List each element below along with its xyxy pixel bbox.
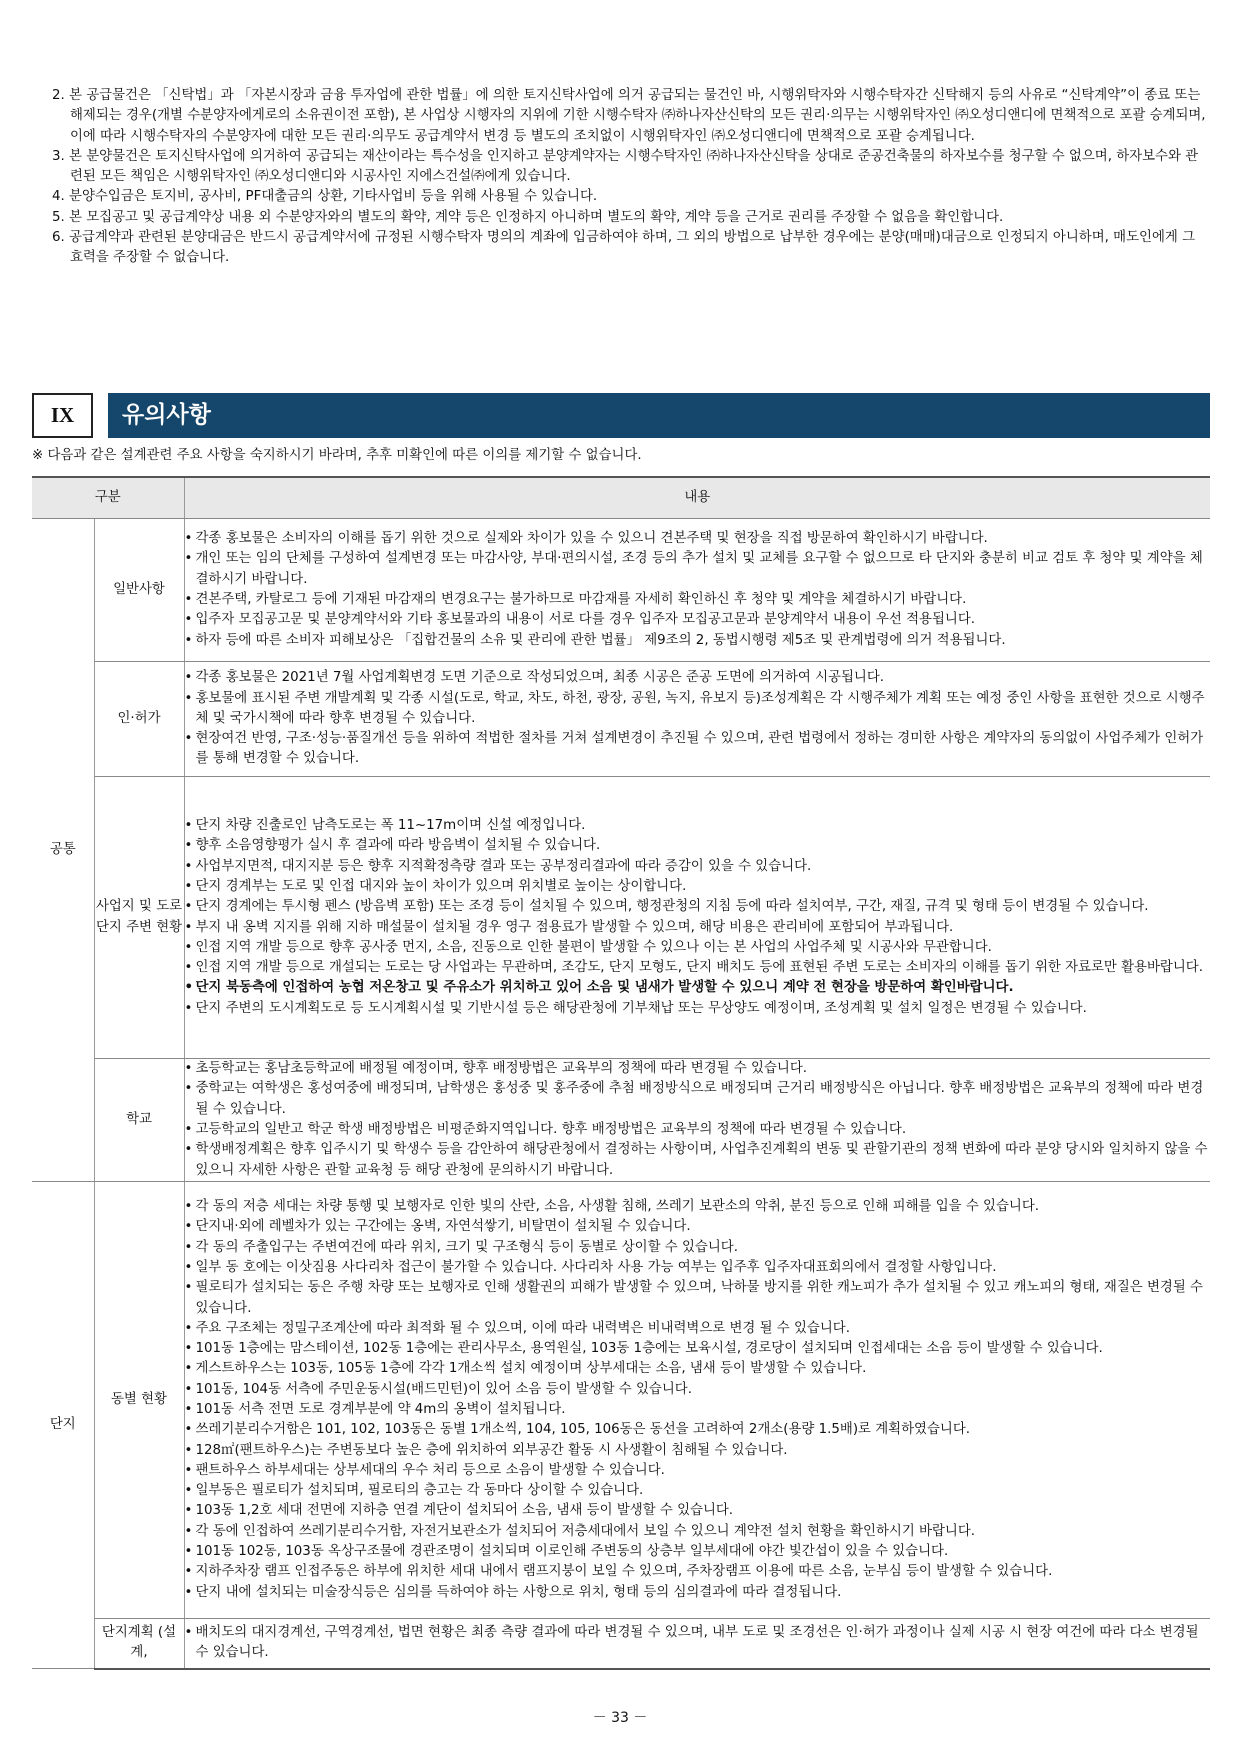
bullet-item: • 고등학교의 일반고 학군 학생 배정방법은 비평준화지역입니다. 향후 배정방법은 교육부의 정책에 따라 변경될 수 있습니다. xyxy=(185,1120,1211,1140)
bullet-item: • 향후 소음영향평가 실시 후 결과에 따라 방음벽이 설치될 수 있습니다. xyxy=(185,836,1211,856)
row-content xyxy=(184,1182,1210,1619)
header-category: 구분 xyxy=(32,477,184,519)
table-row xyxy=(32,1182,1210,1619)
bullet-item: • 103동 1,2호 세대 전면에 지하층 연결 계단이 설치되어 소음, 냄새 등이 발생할 수 있습니다. xyxy=(185,1501,1211,1521)
page-number: － 33 － xyxy=(592,1710,648,1726)
bullet-item: • 팬트하우스 하부세대는 상부세대의 우수 처리 등으로 소음이 발생할 수 있습니다. xyxy=(185,1461,1211,1481)
bullet-item: • 인접 지역 개발 등으로 개설되는 도로는 당 사업과는 무관하며, 조감도, 단지 모형도, 단지 배치도 등에 표현된 주변 도로는 소비자의 이해를 돕기 위한 자료로만 활용바랍니다. xyxy=(185,958,1211,978)
intro-item: 6. 공급계약과 관련된 분양대금은 반드시 공급계약서에 규정된 시행수탁자 명의의 계좌에 입금하여야 하며, 그 외의 방법으로 납부한 경우에는 분양(매매)대금으로 인정되지 아니하며, 매도인에게 그 효력을 주장할 수 없습니다. xyxy=(52,230,1196,266)
bullet-item: • 배치도의 대지경계선, 구역경계선, 법면 현황은 최종 측량 결과에 따라 변경될 수 있으며, 내부 도로 및 조경선은 인·허가 과정이나 실제 시공 시 현장 여건에 따라 다소 변경될 수 있습니다. xyxy=(185,1623,1211,1664)
intro-item: 3. 본 분양물건은 토지신탁사업에 의거하여 공급되는 재산이라는 특수성을 인지하고 분양계약자는 시행수탁자인 ㈜하나자산신탁을 상대로 준공건축물의 하자보수를 청구할 수 없으며, 하자보수와 관련된 모든 책임은 시행위탁자인 ㈜오성디앤디와 시공사인 지에스건설㈜에게 있습니다. xyxy=(52,148,1199,185)
bullet-list xyxy=(185,816,1211,1019)
bullet-list xyxy=(185,1623,1211,1664)
bullet-list xyxy=(185,529,1211,651)
bullet-item: • 사업부지면적, 대지지분 등은 향후 지적확정측량 결과 또는 공부정리결과에 따라 증감이 있을 수 있습니다. xyxy=(185,857,1211,877)
bullet-item: • 초등학교는 홍남초등학교에 배정될 예정이며, 향후 배정방법은 교육부의 정책에 따라 변경될 수 있습니다. xyxy=(185,1059,1211,1079)
bullet-item: • 단지 차량 진출로인 남측도로는 폭 11~17m이며 신설 예정입니다. xyxy=(185,816,1211,836)
bullet-item: • 개인 또는 임의 단체를 구성하여 설계변경 또는 마감사양, 부대·편의시설, 조경 등의 추가 설치 및 교체를 요구할 수 없으므로 타 단지와 충분히 비교 검토 후 청약 및 계약을 체결하시기 바랍니다. xyxy=(185,549,1211,590)
section-header xyxy=(32,393,1210,438)
bullet-item: • 128㎡(팬트하우스)는 주변동보다 높은 층에 위치하여 외부공간 활동 시 사생활이 침해될 수 있습니다. xyxy=(185,1441,1211,1461)
row-content xyxy=(184,519,1210,662)
bullet-item: • 필로티가 설치되는 동은 주행 차량 또는 보행자로 인해 생활권의 피해가 발생할 수 있으며, 낙하물 방지를 위한 캐노피가 추가 설치될 수 있고 캐노피의 형태, 재질은 변경될 수 있습니다. xyxy=(185,1278,1211,1319)
bullet-item: • 단지 주변의 도시계획도로 등 도시계획시설 및 기반시설 등은 해당관청에 기부채납 또는 무상양도 예정이며, 조성계획 및 설치 일정은 변경될 수 있습니다. xyxy=(185,999,1211,1019)
bullet-item: • 현장여건 반영, 구조·성능·품질개선 등을 위하여 적법한 절차를 거쳐 설계변경이 추진될 수 있으며, 관련 법령에서 정하는 경미한 사항은 계약자의 동의없이 사업주체가 인허가를 통해 변경할 수 있습니다. xyxy=(185,729,1211,770)
bullet-item: • 일부 동 호에는 이삿짐용 사다리차 접근이 불가할 수 있습니다. 사다리차 사용 가능 여부는 입주후 입주자대표회의에서 결정할 사항입니다. xyxy=(185,1258,1211,1278)
intro-item: 4. 분양수입금은 토지비, 공사비, PF대출금의 상환, 기타사업비 등을 위해 사용될 수 있습니다. xyxy=(52,189,598,205)
row-content xyxy=(184,662,1210,777)
row-label: 단지계획 (설계, xyxy=(94,1619,184,1669)
intro-list xyxy=(32,86,1210,269)
bullet-item: • 지하주차장 램프 인접주동은 하부에 위치한 세대 내에서 램프지붕이 보일 수 있으며, 주차장램프 이용에 따른 소음, 눈부심 등이 발생할 수 있습니다. xyxy=(185,1562,1211,1582)
bullet-list xyxy=(185,668,1211,769)
row-label: 사업지 및 도로 단지 주변 현황 xyxy=(94,777,184,1059)
table-row xyxy=(32,519,1210,662)
row-label: 일반사항 xyxy=(94,519,184,662)
notice-text: ※ 다음과 같은 설계관련 주요 사항을 숙지하시기 바라며, 추후 미확인에 따른 이의를 제기할 수 없습니다. xyxy=(32,448,642,463)
table-row xyxy=(32,1059,1210,1182)
bullet-item: • 각 동의 주출입구는 주변여건에 따라 위치, 크기 및 구조형식 등이 동별로 상이할 수 있습니다. xyxy=(185,1238,1211,1258)
intro-item: 2. 본 공급물건은 「신탁법」과 「자본시장과 금융 투자업에 관한 법률」에 의한 토지신탁사업에 의거 공급되는 물건인 바, 시행위탁자와 시행수탁자간 신탁해지 등의 사유로 “신탁계약”이 종료 또는 해제되는 경우(개별 수분양자에게로의 소유권이전 포함), 본 사업상 시행자의 지위에 기한 시행수탁자 ㈜하나자산신탁의 모든 권리·의무는 시행위탁자인 ㈜오성디앤디에 면책적으로 포괄 승계되며, 이에 따라 시행수탁자의 수분양자에 대한 모든 권리·의무도 공급계약서 변경 등 별도의 조치없이 시행위탁자인 ㈜오성디앤디에 면책적으로 포괄 승계됩니다. xyxy=(52,88,1206,144)
table-row xyxy=(32,662,1210,777)
bullet-item: • 101동 1층에는 맘스테이션, 102동 1층에는 관리사무소, 용역원실, 103동 1층에는 보육시설, 경로당이 설치되며 인접세대는 소음 등이 발생할 수 있습니다. xyxy=(185,1339,1211,1359)
bullet-item: • 견본주택, 카탈로그 등에 기재된 마감재의 변경요구는 불가하므로 마감재를 자세히 확인하신 후 청약 및 계약을 체결하시기 바랍니다. xyxy=(185,590,1211,610)
bullet-item: • 단지 북동측에 인접하여 농협 저온창고 및 주유소가 위치하고 있어 소음 및 냄새가 발생할 수 있으니 계약 전 현장을 방문하여 확인바랍니다. xyxy=(185,978,1211,998)
group-label: 공통 xyxy=(32,519,94,1182)
bullet-list xyxy=(185,1059,1211,1181)
row-label: 학교 xyxy=(94,1059,184,1182)
section-number: IX xyxy=(32,393,93,438)
row-content xyxy=(184,777,1210,1059)
bullet-item: • 중학교는 여학생은 홍성여중에 배정되며, 남학생은 홍성중 및 홍주중에 추첨 배정방식으로 배정되며 근거리 배정방식은 아닙니다. 향후 배정방법은 교육부의 정책에 따라 변경될 수 있습니다. xyxy=(185,1079,1211,1120)
row-content xyxy=(184,1059,1210,1182)
bullet-item: • 각종 홍보물은 소비자의 이해를 돕기 위한 것으로 실제와 차이가 있을 수 있으니 견본주택 및 현장을 직접 방문하여 확인하시기 바랍니다. xyxy=(185,529,1211,549)
bullet-item: • 단지 경계에는 투시형 펜스 (방음벽 포함) 또는 조경 등이 설치될 수 있으며, 행정관청의 지침 등에 따라 설치여부, 구간, 재질, 규격 및 형태 등이 변경될 수 있습니다. xyxy=(185,897,1211,917)
bullet-item: • 각 동에 인접하여 쓰레기분리수거함, 자전거보관소가 설치되어 저층세대에서 보일 수 있으니 계약전 설치 현황을 확인하시기 바랍니다. xyxy=(185,1522,1211,1542)
section-title: 유의사항 xyxy=(108,393,1210,438)
row-label: 인·허가 xyxy=(94,662,184,777)
bullet-item: • 각종 홍보물은 2021년 7월 사업계획변경 도면 기준으로 작성되었으며, 최종 시공은 준공 도면에 의거하여 시공됩니다. xyxy=(185,668,1211,688)
bullet-item: • 홍보물에 표시된 주변 개발계획 및 각종 시설(도로, 학교, 차도, 하천, 광장, 공원, 녹지, 유보지 등)조성계획은 각 시행주체가 계획 또는 예정 중인 사항을 표현한 것으로 시행주체 및 국가시책에 따라 향후 변경될 수 있습니다. xyxy=(185,689,1211,730)
header-content: 내용 xyxy=(184,477,1210,519)
bullet-item: • 쓰레기분리수거함은 101, 102, 103동은 동별 1개소씩, 104, 105, 106동은 동선을 고려하여 2개소(용량 1.5배)로 계획하였습니다. xyxy=(185,1420,1211,1440)
bullet-item: • 입주자 모집공고문 및 분양계약서와 기타 홍보물과의 내용이 서로 다를 경우 입주자 모집공고문과 분양계약서 내용이 우선 적용됩니다. xyxy=(185,610,1211,630)
group-label: 단지 xyxy=(32,1182,94,1669)
bullet-list xyxy=(185,1197,1211,1603)
notes-table xyxy=(32,476,1210,1670)
bullet-item: • 단지 경계부는 도로 및 인접 대지와 높이 차이가 있으며 위치별로 높이는 상이합니다. xyxy=(185,877,1211,897)
table-row xyxy=(32,1619,1210,1669)
bullet-item: • 101동 서측 전면 도로 경계부분에 약 4m의 옹벽이 설치됩니다. xyxy=(185,1400,1211,1420)
bullet-item: • 각 동의 저층 세대는 차량 통행 및 보행자로 인한 빛의 산란, 소음, 사생활 침해, 쓰레기 보관소의 악취, 분진 등으로 인해 피해를 입을 수 있습니다. xyxy=(185,1197,1211,1217)
intro-notes xyxy=(32,86,1210,269)
bullet-item: • 부지 내 옹벽 지지를 위해 지하 매설물이 설치될 경우 영구 점용료가 발생할 수 있으며, 해당 비용은 관리비에 포함되어 부과됩니다. xyxy=(185,918,1211,938)
bullet-item: • 인접 지역 개발 등으로 향후 공사중 먼지, 소음, 진동으로 인한 불편이 발생할 수 있으나 이는 본 사업의 사업주체 및 시공사와 무관합니다. xyxy=(185,938,1211,958)
row-content xyxy=(184,1619,1210,1669)
bullet-item: • 게스트하우스는 103동, 105동 1층에 각각 1개소씩 설치 예정이며 상부세대는 소음, 냄새 등이 발생할 수 있습니다. xyxy=(185,1359,1211,1379)
table-header-row xyxy=(32,477,1210,519)
bullet-item: • 하자 등에 따른 소비자 피해보상은 「집합건물의 소유 및 관리에 관한 법률」 제9조의 2, 동법시행령 제5조 및 관계법령에 의거 적용됩니다. xyxy=(185,631,1211,651)
row-label: 동별 현황 xyxy=(94,1182,184,1619)
bullet-item: • 주요 구조체는 정밀구조계산에 따라 최적화 될 수 있으며, 이에 따라 내력벽은 비내력벽으로 변경 될 수 있습니다. xyxy=(185,1319,1211,1339)
table-body xyxy=(32,519,1210,1669)
bullet-item: • 단지내·외에 레벨차가 있는 구간에는 옹벽, 자연석쌓기, 비탈면이 설치될 수 있습니다. xyxy=(185,1217,1211,1237)
table-row xyxy=(32,777,1210,1059)
intro-item: 5. 본 모집공고 및 공급계약상 내용 외 수분양자와의 별도의 확약, 계약 등은 인정하지 아니하며 별도의 확약, 계약 등을 근거로 권리를 주장할 수 없음을 확인합니다. xyxy=(52,209,1004,225)
bullet-item: • 101동, 104동 서측에 주민운동시설(배드민턴)이 있어 소음 등이 발생할 수 있습니다. xyxy=(185,1380,1211,1400)
bullet-item: • 일부동은 필로티가 설치되며, 필로티의 층고는 각 동마다 상이할 수 있습니다. xyxy=(185,1481,1211,1501)
bullet-item: • 학생배정계획은 향후 입주시기 및 학생수 등을 감안하여 해당관청에서 결정하는 사항이며, 사업추진계획의 변동 및 관할기관의 정책 변화에 따라 분양 당시와 일치하지 않을 수 있으니 자세한 사항은 관할 교육청 등 해당 관청에 문의하시기 바랍니다. xyxy=(185,1140,1211,1181)
bullet-item: • 101동 102동, 103동 옥상구조물에 경관조명이 설치되며 이로인해 주변동의 상층부 일부세대에 야간 빛간섭이 있을 수 있습니다. xyxy=(185,1542,1211,1562)
bullet-item: • 단지 내에 설치되는 미술장식등은 심의를 득하여야 하는 사항으로 위치, 형태 등의 심의결과에 따라 결정됩니다. xyxy=(185,1583,1211,1603)
